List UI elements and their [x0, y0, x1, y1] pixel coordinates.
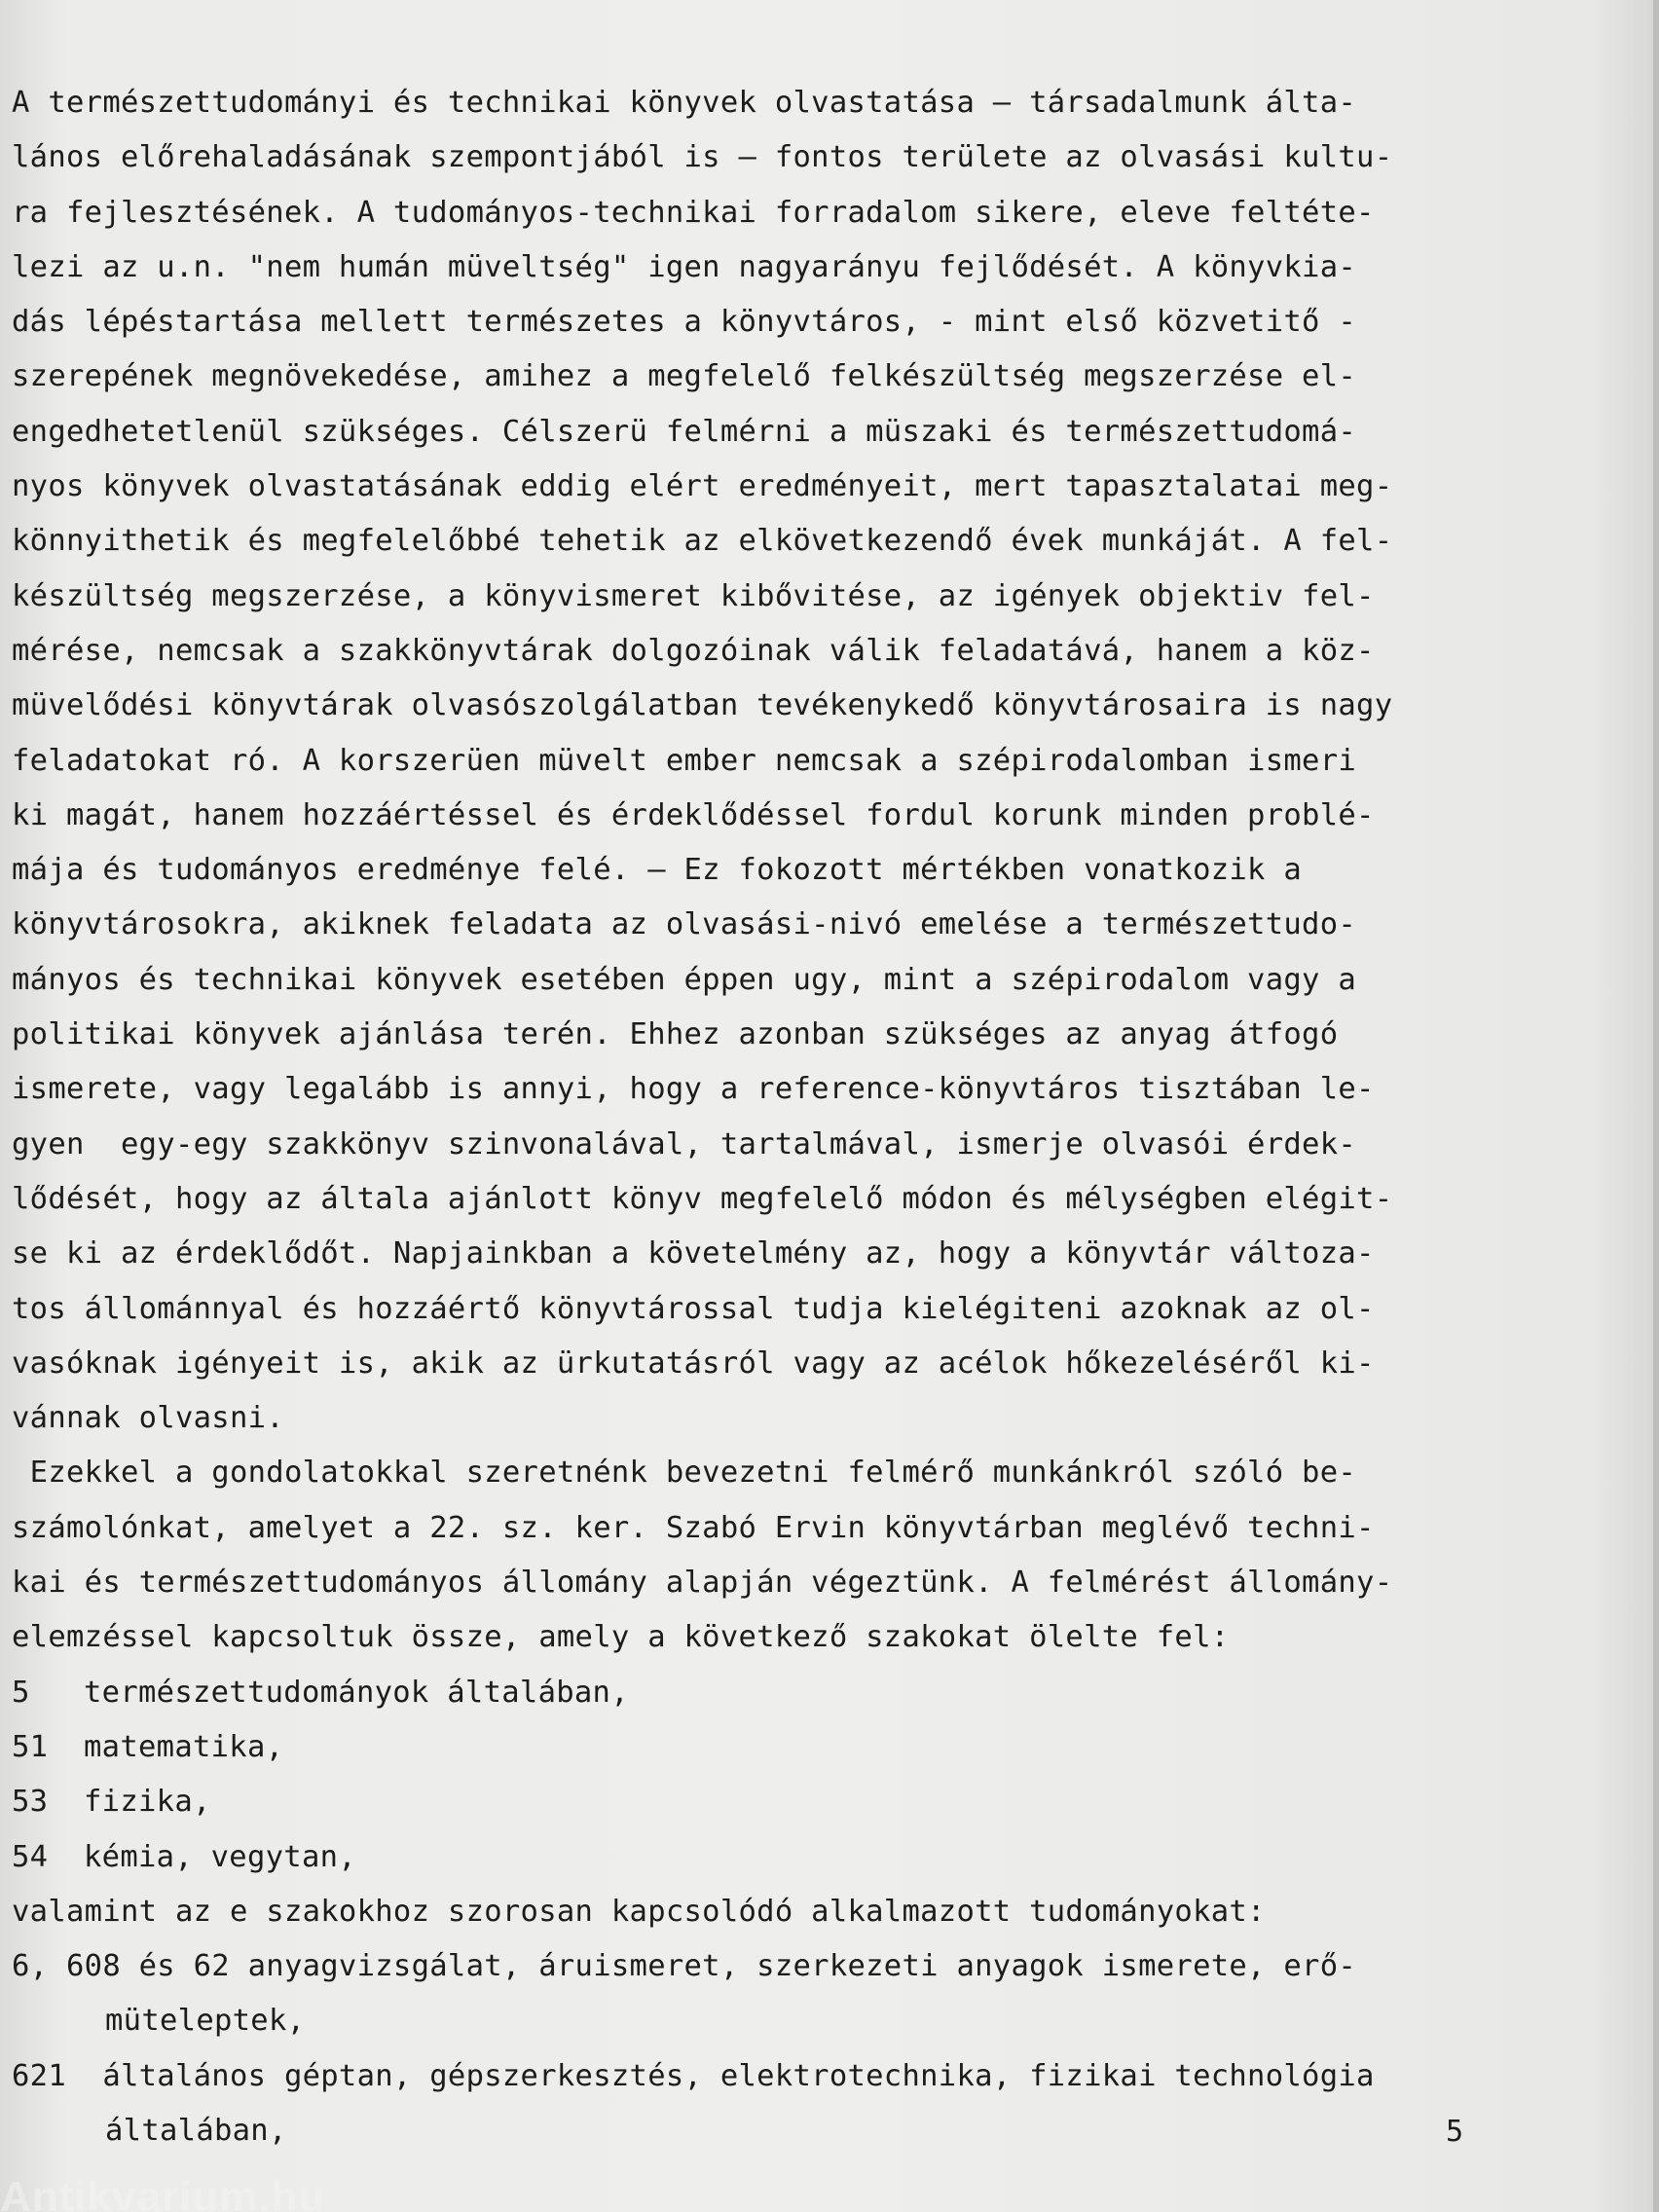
body-text: [12, 76, 1467, 2158]
text-line: vánnak olvasni.: [12, 1401, 284, 1436]
text-line: lődését, hogy az általa ajánlott könyv megfelelő módon és mélységben elégit-: [12, 1181, 1393, 1216]
page-edge-shadow: [1653, 0, 1659, 2212]
list-item: [12, 1775, 1467, 1829]
applied-item-line: általában,: [105, 2113, 287, 2148]
text-line: számolónkat, amelyet a 22. sz. ker. Szabó Ervin könyvtárban meglévő techni-: [12, 1510, 1375, 1545]
subject-code: 5: [12, 1675, 30, 1710]
text-line: kai és természettudományos állomány alapján végeztünk. A felmérést állomány-: [12, 1566, 1393, 1601]
text-line: mérése, nemcsak a szakkönyvtárak dolgozóinak válik feladatává, hanem a köz-: [12, 633, 1375, 668]
paragraph-2: [12, 1446, 1467, 1665]
list-item: [12, 1830, 1467, 1885]
subject-code: 54: [12, 1839, 49, 1874]
subject-code: 51: [12, 1729, 49, 1764]
text-line: vasóknak igényeit is, akik az ürkutatásról vagy az acélok hőkezeléséről ki-: [12, 1346, 1375, 1381]
text-line: engedhetetlenül szükséges. Célszerü felmérni a müszaki és természettudomá-: [12, 414, 1357, 449]
text-line: politikai könyvek ajánlása terén. Ehhez azonban szükséges az anyag átfogó: [12, 1017, 1339, 1052]
applied-item-continuation: [12, 2104, 1467, 2158]
applied-list: [12, 1939, 1467, 2158]
text-line: dás lépéstartása mellett természetes a könyvtáros, - mint első közvetitő -: [12, 305, 1357, 340]
watermark: Antikvarium.hu: [0, 2173, 326, 2212]
text-line: lezi az u.n. "nem humán müveltség" igen nagyarányu fejlődését. A könyvkia-: [12, 249, 1357, 284]
text-line: tos állománnyal és hozzáértő könyvtárossal tudja kielégiteni azoknak az ol-: [12, 1291, 1375, 1326]
text-line: elemzéssel kapcsoltuk össze, amely a következő szakokat ölelte fel:: [12, 1620, 1230, 1655]
subject-list: [12, 1666, 1467, 1885]
text-line: szerepének megnövekedése, amihez a megfelelő felkészültség megszerzése el-: [12, 359, 1357, 394]
text-line: gyen egy-egy szakkönyv szinvonalával, tartalmával, ismerje olvasói érdek-: [12, 1126, 1357, 1161]
text-line: müvelődési könyvtárak olvasószolgálatban tevékenykedő könyvtárosaira is nagy: [12, 688, 1393, 723]
subject-name: matematika,: [84, 1729, 284, 1764]
text-line: feladatokat ró. A korszerüen müvelt ember nemcsak a szépirodalomban ismeri: [12, 743, 1357, 778]
text-line: ra fejlesztésének. A tudományos-technikai forradalom sikere, eleve feltéte-: [12, 195, 1375, 230]
page-number: 5: [1446, 2115, 1464, 2149]
applied-intro: valamint az e szakokhoz szorosan kapcsolódó alkalmazott tudományokat:: [12, 1894, 1266, 1929]
text-line: mája és tudományos eredménye felé. – Ez fokozott mértékben vonatkozik a: [12, 853, 1303, 888]
list-item: [12, 1720, 1467, 1775]
applied-item-continuation: [12, 1994, 1467, 2048]
text-line: könnyithetik és megfelelőbbé tehetik az elkövetkezendő évek munkáját. A fel-: [12, 524, 1393, 559]
text-line: könyvtárosokra, akiknek feladata az olvasási-nivó emelése a természettudo-: [12, 907, 1357, 942]
text-line: nyos könyvek olvastatásának eddig elért eredményeit, mert tapasztalatai meg-: [12, 469, 1393, 504]
subject-name: kémia, vegytan,: [84, 1839, 356, 1874]
list-item: [12, 1666, 1467, 1720]
applied-item-line: 6, 608 és 62 anyagvizsgálat, áruismeret, szerkezeti anyagok ismerete, erő-: [12, 1949, 1357, 1984]
text-line: A természettudományi és technikai könyvek olvastatása – társadalmunk álta-: [12, 86, 1357, 120]
applied-item-line: müteleptek,: [105, 2004, 306, 2039]
paragraph-1: [12, 76, 1467, 1446]
text-line: mányos és technikai könyvek esetében éppen ugy, mint a szépirodalom vagy a: [12, 962, 1357, 997]
text-line: ki magát, hanem hozzáértéssel és érdeklődéssel fordul korunk minden problé-: [12, 797, 1375, 832]
text-line: ismerete, vagy legalább is annyi, hogy a reference-könyvtáros tisztában le-: [12, 1072, 1375, 1107]
text-line: készültség megszerzése, a könyvismeret kibővitése, az igények objektiv fel-: [12, 578, 1375, 613]
applied-item-line: 621 általános géptan, gépszerkesztés, elektrotechnika, fizikai technológia: [12, 2058, 1375, 2093]
subject-name: természettudományok általában,: [84, 1675, 629, 1710]
text-line: Ezekkel a gondolatokkal szeretnénk bevezetni felmérő munkánkról szóló be-: [12, 1456, 1357, 1491]
text-line: se ki az érdeklődőt. Napjainkban a követelmény az, hogy a könyvtár változa-: [12, 1236, 1375, 1272]
subject-name: fizika,: [84, 1785, 211, 1820]
subject-code: 53: [12, 1785, 49, 1820]
text-line: lános előrehaladásának szempontjából is – fontos területe az olvasási kultu-: [12, 140, 1393, 175]
